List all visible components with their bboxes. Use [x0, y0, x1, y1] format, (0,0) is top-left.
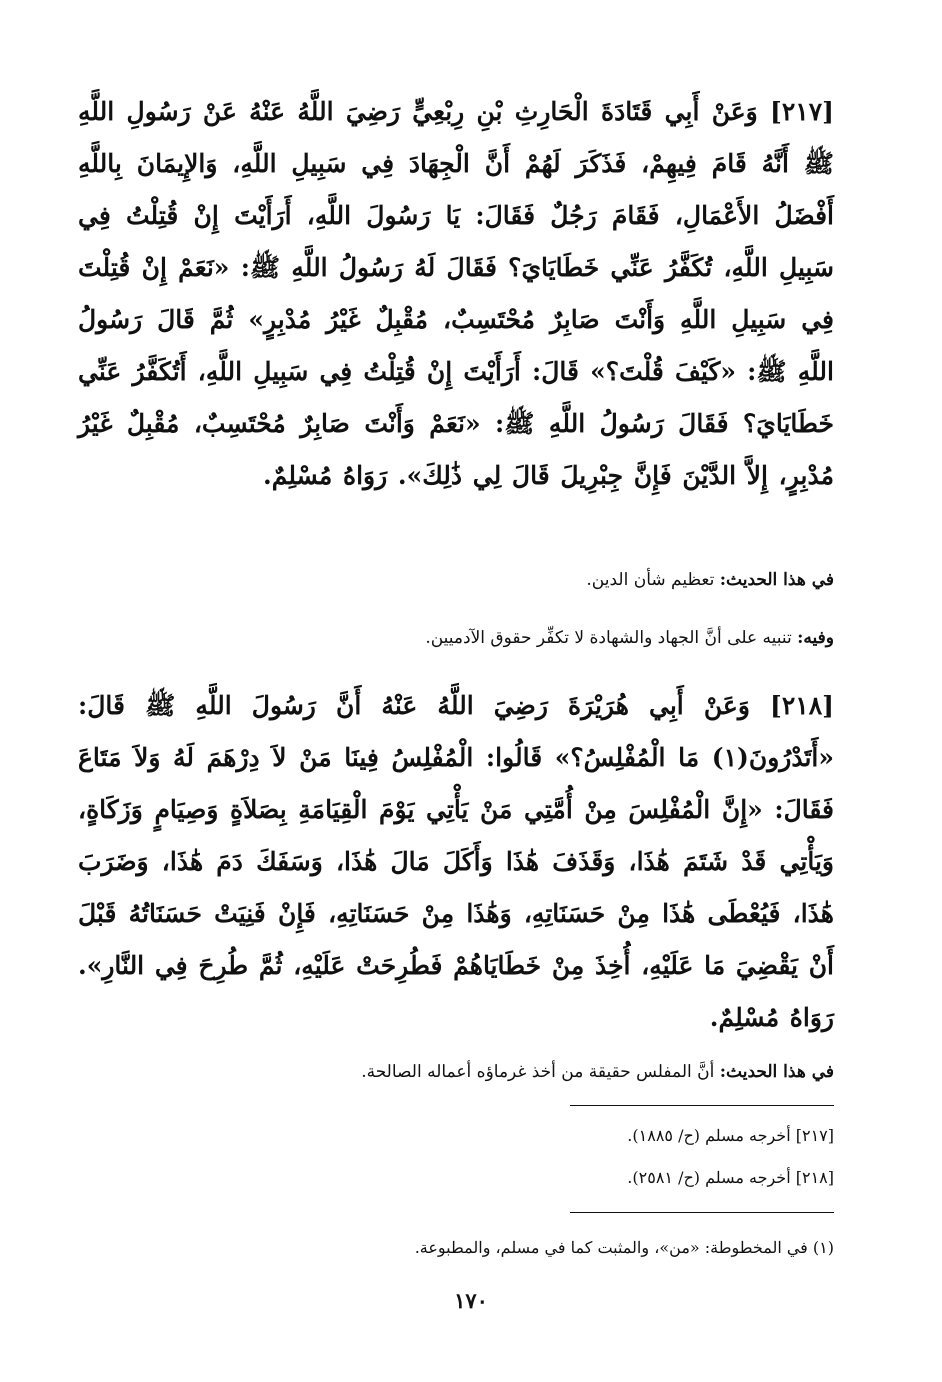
hadith-218-text: [٢١٨] وَعَنْ أَبِي هُرَيْرَةَ رَضِيَ اللَّهُ عَنْهُ أَنَّ رَسُولَ اللَّهِ ﷺ قَالَ: «أَتَدْرُونَ(١) مَا الْمُفْلِسُ؟» قَالُوا: الْمُفْلِسُ فِينَا مَنْ لاَ دِرْهَمَ لَهُ وَلاَ مَتَاعَ فَقَالَ: «إِنَّ الْمُفْلِسَ مِنْ أُمَّتِي مَنْ يَأْتِي يَوْمَ الْقِيَامَةِ بِصَلاَةٍ وَصِيَامٍ وَزَكَاةٍ، وَيَأْتِي قَدْ شَتَمَ هَٰذَا، وَقَذَفَ هَٰذَا وَأَكَلَ مَالَ هَٰذَا، وَسَفَكَ دَمَ هَٰذَا، وَضَرَبَ هَٰذَا، فَيُعْطَى هَٰذَا مِنْ حَسَنَاتِهِ، وَهَٰذَا مِنْ حَسَنَاتِهِ، فَإِنْ فَنِيَتْ حَسَنَاتُهُ قَبْلَ أَنْ يَقْضِيَ مَا عَلَيْهِ، أُخِذَ مِنْ خَطَايَاهُمْ فَطُرِحَتْ عَلَيْهِ، ثُمَّ طُرِحَ فِي النَّارِ». رَوَاهُ مُسْلِمٌ.	[78, 691, 834, 1032]
hadith-217-text: [٢١٧] وَعَنْ أَبِي قَتَادَةَ الْحَارِثِ بْنِ رِبْعِيٍّ رَضِيَ اللَّهُ عَنْهُ عَنْ رَسُولِ اللَّهِ ﷺ أَنَّهُ قَامَ فِيهِمْ، فَذَكَرَ لَهُمْ أَنَّ الْجِهَادَ فِي سَبِيلِ اللَّهِ، وَالإِيمَانَ بِاللَّهِ أَفْضَلُ الأَعْمَالِ، فَقَامَ رَجُلٌ فَقَالَ: يَا رَسُولَ اللَّهِ، أَرَأَيْتَ إِنْ قُتِلْتُ فِي سَبِيلِ اللَّهِ، تُكَفَّرُ عَنِّي خَطَايَايَ؟ فَقَالَ لَهُ رَسُولُ اللَّهِ ﷺ: «نَعَمْ إِنْ قُتِلْتَ فِي سَبِيلِ اللَّهِ وَأَنْتَ صَابِرٌ مُحْتَسِبٌ، مُقْبِلٌ غَيْرُ مُدْبِرٍ» ثُمَّ قَالَ رَسُولُ اللَّهِ ﷺ: «كَيْفَ قُلْتَ؟» قَالَ: أَرَأَيْتَ إِنْ قُتِلْتُ فِي سَبِيلِ اللَّهِ، أَتُكَفَّرُ عَنِّي خَطَايَايَ؟ فَقَالَ رَسُولُ اللَّهِ ﷺ: «نَعَمْ وَأَنْتَ صَابِرٌ مُحْتَسِبٌ، مُقْبِلٌ غَيْرُ مُدْبِرٍ، إِلاَّ الدَّيْنَ فَإِنَّ جِبْرِيلَ قَالَ لِي ذَٰلِكَ». رَوَاهُ مُسْلِمٌ.	[78, 97, 834, 490]
page-number: ١٧٠	[454, 1288, 488, 1313]
footnote-manuscript: (١) في المخطوطة: «من»، والمثبت كما في مسلم، والمطبوعة.	[414, 1238, 834, 1257]
benefit-text: تعظيم شأن الدين.	[586, 570, 720, 590]
footnote-divider	[570, 1105, 834, 1106]
footnote-divider-secondary	[570, 1212, 834, 1213]
hadith-217-benefit	[78, 566, 834, 594]
benefit-label: وفيه:	[797, 628, 834, 648]
benefit-label: في هذا الحديث:	[719, 570, 834, 590]
benefit-text: أنَّ المفلس حقيقة من أخذ غرماؤه أعماله الصالحة.	[361, 1062, 720, 1082]
footnote-ref-217: [٢١٧] أخرجه مسلم (ح/ ١٨٨٥).	[627, 1126, 834, 1145]
hadith-217-benefit-2	[78, 624, 834, 652]
benefit-label: في هذا الحديث:	[719, 1062, 834, 1082]
hadith-218-benefit	[78, 1058, 834, 1086]
benefit-text: تنبيه على أنَّ الجهاد والشهادة لا تكفِّر حقوق الآدميين.	[425, 628, 798, 648]
footnote-ref-218: [٢١٨] أخرجه مسلم (ح/ ٢٥٨١).	[627, 1168, 834, 1187]
